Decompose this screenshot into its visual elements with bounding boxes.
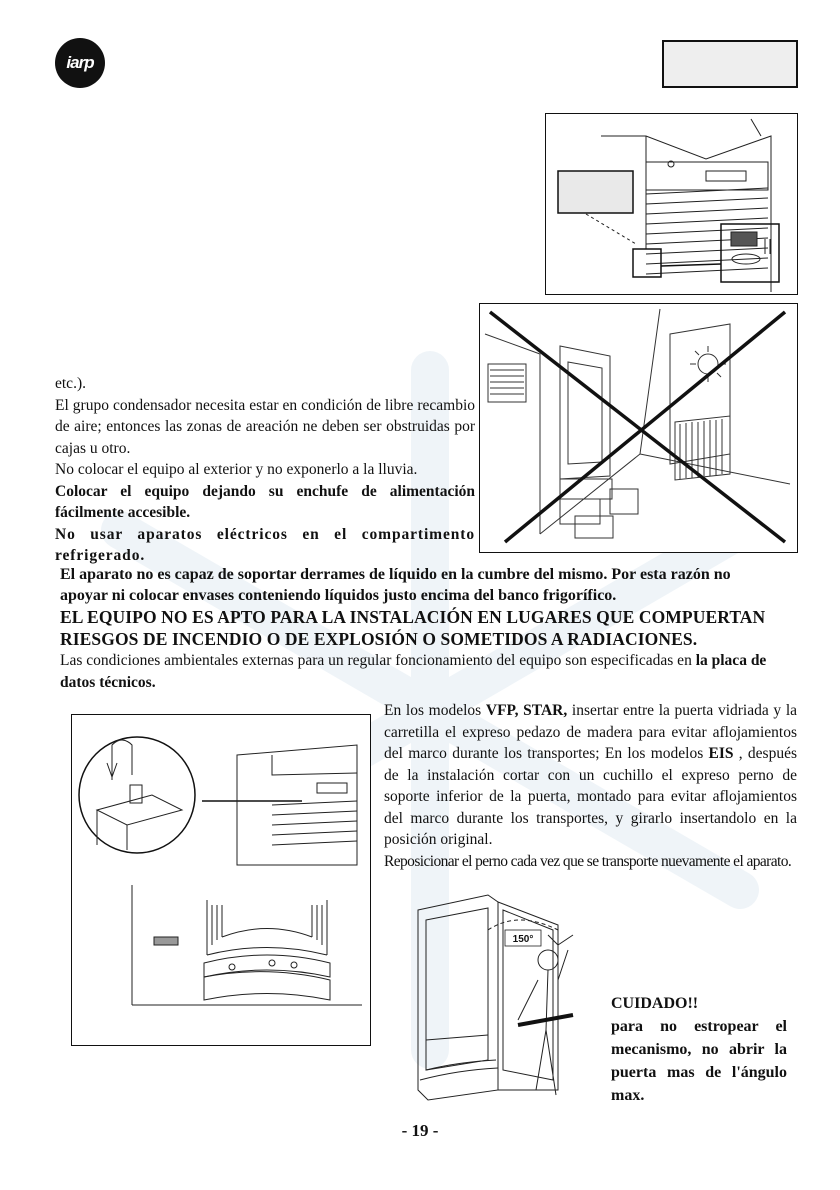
liquid-warning: El aparato no es capaz de soportar derrames de líquido en la cumbre del mismo. Por esta razón no apoyar ni colocar envases conteniendo líquidos justo encima del banco frigorífico. <box>60 566 731 604</box>
logo-text: iarp <box>66 53 94 72</box>
install-para-etc: etc.). <box>55 375 86 392</box>
caution-title: CUIDADO!! <box>611 995 699 1012</box>
wrong-placement-figure <box>479 303 798 553</box>
wrong-placement-drawing <box>480 304 797 552</box>
install-para-outdoor: No colocar el equipo al exterior y no exponerlo a la lluvia. <box>55 461 418 478</box>
transport-text-4: Reposicionar el perno cada vez que se transporte nuevamente el aparato. <box>384 852 792 870</box>
installation-text <box>55 373 475 567</box>
ambient-bold: la placa de datos técnicos. <box>60 652 767 691</box>
condenser-drawing <box>546 114 797 294</box>
transport-text-2: insertar entre la puerta vidriada y la carretilla el expreso pedazo de madera para evitar aflojamientos del marco durante los transportes; En los modelos <box>384 702 797 762</box>
hazard-warning: EL EQUIPO NO ES APTO PARA LA INSTALACIÓN EN LUGARES QUE COMPUERTAN RIESGOS DE INCENDIO O DE EXPLOSIÓN O SOMETIDOS A RADIACIONES. <box>60 607 766 649</box>
transport-models-2: EIS <box>708 745 734 762</box>
ambient-conditions <box>60 650 800 693</box>
ambient-text: Las condiciones ambientales externas para un regular foncionamiento del equipo son especificadas en <box>60 652 692 669</box>
transport-pin-figure <box>71 714 371 1046</box>
transport-text-3: , después de la instalación cortar con un cuchillo el expreso perno de soporte inferior de la puerta, montado para evitar aflojamientos del marco durante los transportes, y girarlo insertandolo en la posición original. <box>384 745 797 848</box>
install-bold-electric: No usar aparatos eléctricos en el compartimento refrigerado. <box>55 525 475 564</box>
install-bold-plug: Colocar el equipo dejando su enchufe de alimentación fácilmente accesible. <box>55 482 475 521</box>
transport-models-1: VFP, STAR, <box>485 702 568 719</box>
page-number: - 19 - <box>401 1121 439 1140</box>
condenser-clearance-figure <box>545 113 798 295</box>
transport-text-1: En los modelos <box>384 702 482 719</box>
install-para-condenser: El grupo condensador necesita estar en condición de libre recambio de aire; entonces las zonas de areación ne deben ser obstruidas por cajas u otro. <box>55 396 475 457</box>
iarp-logo <box>55 38 105 88</box>
model-label-box <box>662 40 798 88</box>
transport-text <box>384 700 797 886</box>
caution-box <box>611 992 787 1107</box>
door-angle-figure <box>398 890 608 1110</box>
door-angle-label: 150° <box>512 934 534 945</box>
transport-pin-drawing <box>72 715 370 1045</box>
caution-body: para no estropear el mecanismo, no abrir la puerta mas de l'ángulo max. <box>611 1018 787 1104</box>
